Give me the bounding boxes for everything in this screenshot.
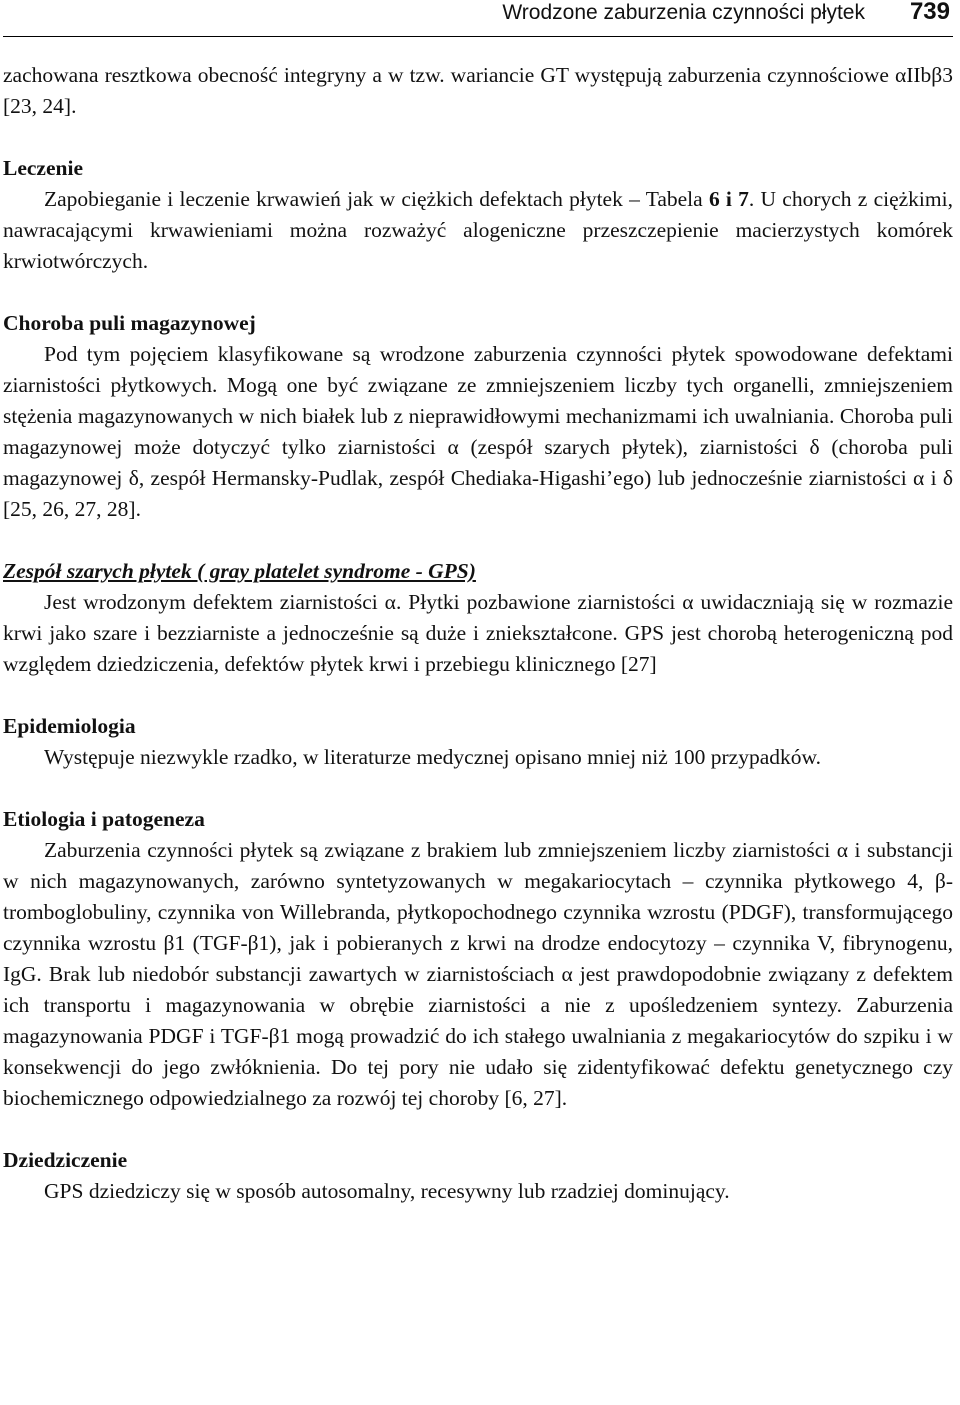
page-number: 739 [909, 0, 950, 25]
spacer [3, 1114, 953, 1145]
dziedziczenie-paragraph: GPS dziedziczy się w sposób autosomalny, recesywny lub rzadziej dominujący. [44, 1179, 730, 1203]
running-title: Wrodzone zaburzenia czynności płytek [502, 1, 865, 24]
leczenie-paragraph [3, 184, 953, 277]
running-header [3, 0, 953, 37]
intro-paragraph: zachowana resztkowa obecność integryny a w tzw. wariancie GT występują zaburzenia czynnościowe αIIbβ3 [23, 24]. [3, 63, 953, 118]
gps-paragraph: Jest wrodzonym defektem ziarnistości α. Płytki pozbawione ziarnistości α uwidaczniają się w rozmazie krwi jako szare i bezziarniste a jednocześnie są duże i zniekształcone. GPS jest chorobą heterogeniczną pod względem dziedziczenia, defektów płytek krwi i przebiegu klinicznego [27] [3, 590, 953, 676]
etiologia-paragraph: Zaburzenia czynności płytek są związane z brakiem lub zmniejszeniem liczby ziarnistości α i substancji w nich magazynowanych, zarówno syntetyzowanych w megakariocytach – czynnika płytkowego 4, β-tromboglobuliny, czynnika von Willebranda, płytkopochodnego czynnika wzrostu (PDGF), transformującego czynnika wzrostu β1 (TGF-β1), jak i pobieranych z krwi na drodze endocytozy – czynnika V, fibrynogenu, IgG. Brak lub niedobór substancji zawartych w ziarnistościach α jest prawdopodobnie związany z defektem ich transportu i magazynowania w obrębie ziarnistości a nie z upośledzeniem syntezy. Zaburzenia magazynowania PDGF i TGF-β1 mogą prowadzić do ich stałego uwalniania z megakariocytów do szpiku i w konsekwencji do jego zwłóknienia. Do tej pory nie udało się zidentyfikować defektu genetycznego czy biochemicznego odpowiedzialnego za rozwój tej choroby [6, 27]. [3, 838, 953, 1110]
epidemiologia-paragraph: Występuje niezwykle rzadko, w literaturze medycznej opisano mniej niż 100 przypadków. [44, 745, 822, 769]
leczenie-text: Zapobieganie i leczenie krwawień jak w ciężkich defektach płytek – Tabela [44, 187, 709, 211]
section-heading-etiologia: Etiologia i patogeneza [3, 807, 205, 831]
section-heading-gps: Zespół szarych płytek ( gray platelet syndrome - GPS) [3, 559, 476, 583]
spacer [3, 525, 953, 556]
table-reference: 6 i 7 [708, 187, 749, 211]
spacer [3, 122, 953, 153]
document-body [3, 60, 953, 1207]
choroba-paragraph: Pod tym pojęciem klasyfikowane są wrodzone zaburzenia czynności płytek spowodowane defektami ziarnistości płytkowych. Mogą one być związane ze zmniejszeniem liczby tych organelli, zmniejszeniem stężenia magazynowanych w nich białek lub z nieprawidłowymi mechanizmami ich uwalniania. Choroba puli magazynowej może dotyczyć tylko ziarnistości α (zespół szarych płytek), ziarnistości δ (choroba puli magazynowej δ, zespół Hermansky-Pudlak, zespół Chediaka-Higashi’ego) lub jednocześnie ziarnistości α i δ [25, 26, 27, 28]. [3, 342, 953, 521]
section-heading-leczenie: Leczenie [3, 156, 83, 180]
leczenie-text-end: . U chorych z ciężkimi, nawracającymi krwawieniami można rozważyć alogeniczne przeszczepienie macierzystych komórek krwiotwórczych. [3, 187, 953, 273]
spacer [3, 773, 953, 804]
spacer [3, 680, 953, 711]
spacer [3, 277, 953, 308]
section-heading-choroba: Choroba puli magazynowej [3, 311, 256, 335]
section-heading-epidemiologia: Epidemiologia [3, 714, 136, 738]
section-heading-dziedziczenie: Dziedziczenie [3, 1148, 128, 1172]
